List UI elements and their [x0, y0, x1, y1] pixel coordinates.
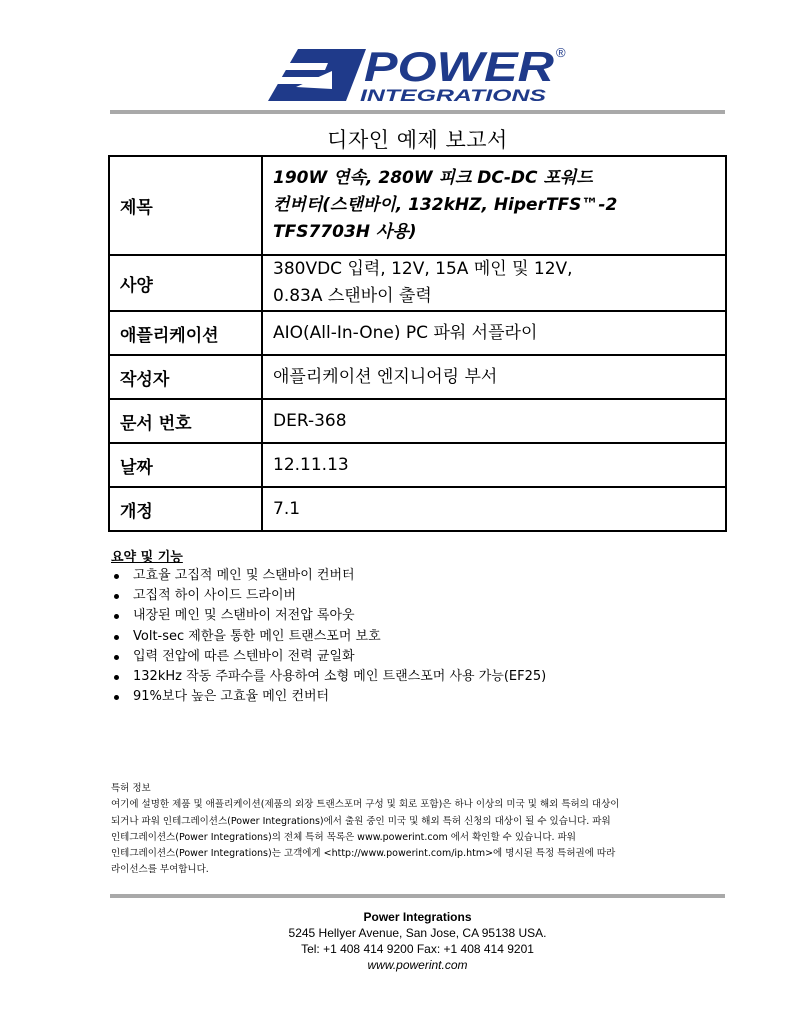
list-item: 132kHz 작동 주파수를 사용하여 소형 메인 트랜스포머 사용 가능(EF25): [111, 667, 546, 687]
patent-notice: [111, 781, 725, 879]
label-revision: 개정: [109, 487, 262, 531]
value-spec: [262, 255, 726, 311]
label-title: 제목: [109, 156, 262, 255]
value-author: 애플리케이션 엔지니어링 부서: [262, 355, 726, 399]
patent-heading: 특허 정보: [111, 783, 151, 794]
list-item: 고효율 고집적 메인 및 스탠바이 컨버터: [111, 566, 546, 586]
value-title-line: TFS7703H 사용): [273, 222, 417, 242]
logo-mark-icon: [268, 44, 573, 106]
footer-phone: Tel: +1 408 414 9200 Fax: +1 408 414 9201: [301, 942, 534, 956]
footer-website-link[interactable]: www.powerint.com: [367, 958, 468, 972]
value-title-line: 190W 연속, 280W 피크 DC-DC 포워드: [273, 168, 593, 188]
value-date: 12.11.13: [262, 443, 726, 487]
logo-registered-mark: ®: [556, 45, 566, 60]
patent-line: 인테그레이션스(Power Integrations)의 전체 특허 목록은 www.powerint.com 에서 확인할 수 있습니다. 파워: [111, 831, 576, 843]
footer-company: Power Integrations: [363, 910, 472, 924]
table-row-application: [109, 311, 726, 355]
patent-line: 여기에 설명한 제품 및 애플리케이션(제품의 외장 트랜스포머 구성 및 회로 포함)은 하나 이상의 미국 및 해외 특허의 대상이: [111, 799, 620, 811]
table-row-date: [109, 443, 726, 487]
footer: [110, 909, 725, 973]
table-row-title: [109, 156, 726, 255]
label-spec: 사양: [109, 255, 262, 311]
label-application: 애플리케이션: [109, 311, 262, 355]
value-revision: 7.1: [262, 487, 726, 531]
document-title: 디자인 예제 보고서: [327, 128, 508, 152]
logo-brand-bottom: INTEGRATIONS: [360, 86, 547, 105]
footer-rule: [110, 894, 725, 898]
patent-line: 되거나 파워 인테그레이션스(Power Integrations)에서 출원 중인 미국 및 해외 특허 신청의 대상이 될 수 있습니다. 파워: [111, 815, 611, 827]
value-title: [262, 156, 726, 255]
summary-heading: 요약 및 기능: [111, 550, 183, 565]
feature-list: [111, 566, 546, 707]
table-row-author: [109, 355, 726, 399]
label-author: 작성자: [109, 355, 262, 399]
list-item: 내장된 메인 및 스탠바이 저전압 록아웃: [111, 606, 546, 626]
footer-address: 5245 Hellyer Avenue, San Jose, CA 95138 USA.: [288, 926, 547, 940]
document-info-table: [108, 155, 727, 532]
list-item: Volt-sec 제한을 통한 메인 트랜스포머 보호: [111, 627, 546, 647]
patent-line: 라이선스를 부여합니다.: [111, 864, 209, 876]
value-spec-line: 380VDC 입력, 12V, 15A 메인 및 12V,: [273, 259, 573, 279]
list-item: 입력 전압에 따른 스텐바이 전력 균일화: [111, 647, 546, 667]
value-application: AIO(All-In-One) PC 파워 서플라이: [262, 311, 726, 355]
value-doc-number: DER-368: [262, 399, 726, 443]
logo-brand-top: POWER: [364, 44, 555, 90]
table-row-revision: [109, 487, 726, 531]
list-item: 91%보다 높은 고효율 메인 컨버터: [111, 687, 546, 707]
value-title-line: 컨버터(스탠바이, 132kHZ, HiperTFS™-2: [273, 195, 618, 215]
table-row-spec: [109, 255, 726, 311]
header-rule: [110, 110, 725, 114]
label-doc-number: 문서 번호: [109, 399, 262, 443]
power-integrations-logo: [268, 44, 573, 106]
label-date: 날짜: [109, 443, 262, 487]
table-row-doc-number: [109, 399, 726, 443]
patent-line: 인테그레이션스(Power Integrations)는 고객에게 <http://www.powerint.com/ip.htm>에 명시된 특정 특허권에 따라: [111, 848, 616, 860]
value-spec-line: 0.83A 스탠바이 출력: [273, 286, 432, 306]
list-item: 고집적 하이 사이드 드라이버: [111, 586, 546, 606]
